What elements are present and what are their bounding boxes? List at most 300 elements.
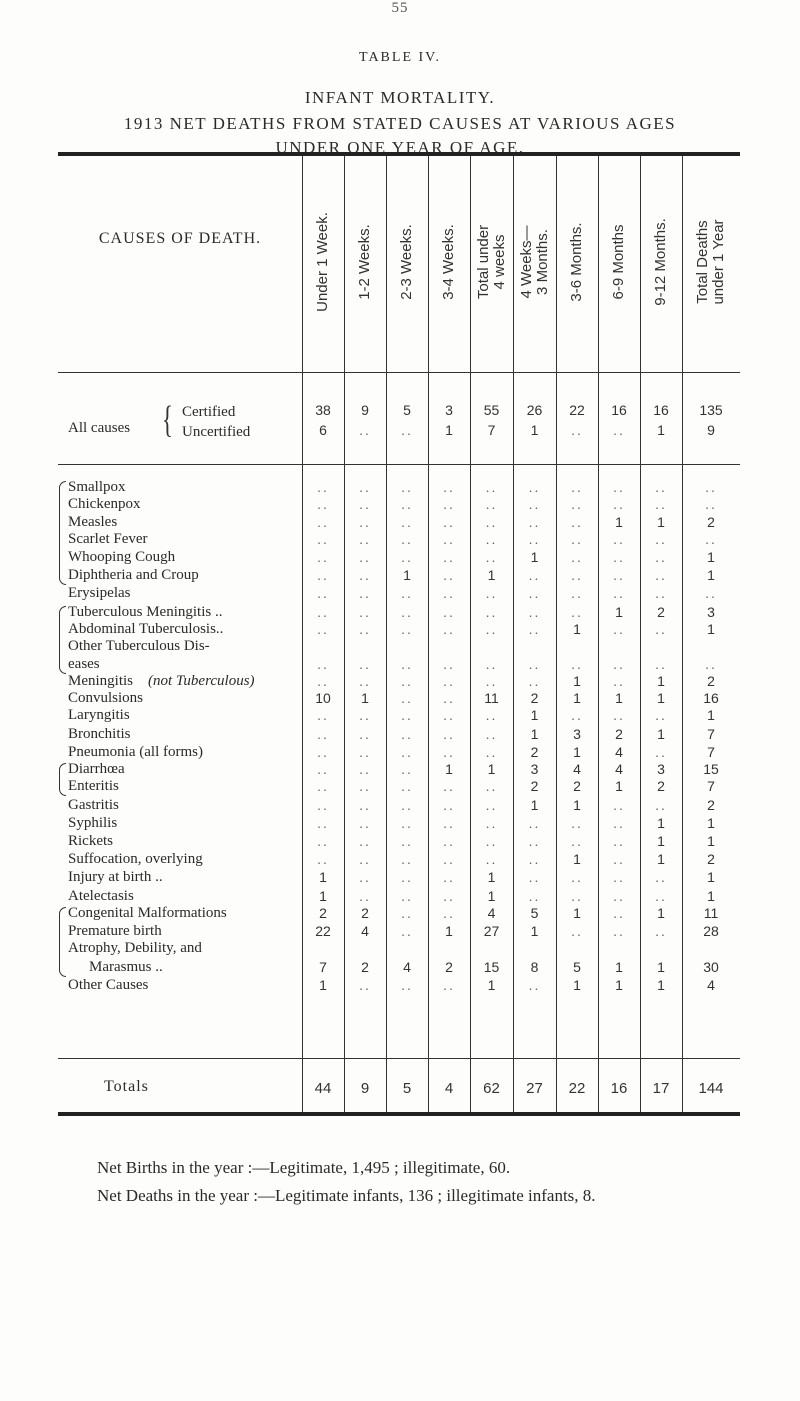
table-cell: .. — [528, 567, 541, 583]
table-cell: .. — [655, 549, 667, 565]
total-cell: 17 — [652, 1080, 670, 1097]
table-cell: .. — [443, 585, 455, 601]
table-cell: .. — [485, 851, 498, 867]
row-label: Pneumonia (all forms) — [68, 744, 203, 760]
row-label-continued: Marasmus .. — [89, 959, 163, 975]
table-cell: .. — [613, 479, 625, 495]
table-cell: 28 — [703, 923, 719, 939]
table-cell: .. — [485, 744, 498, 760]
table-cell: .. — [401, 833, 413, 849]
table-cell: 3 — [707, 604, 715, 620]
table-cell: .. — [655, 496, 667, 512]
table-cell: .. — [401, 514, 413, 530]
table-cell: .. — [705, 496, 717, 512]
table-cell: .. — [613, 851, 625, 867]
table-cell: .. — [571, 815, 583, 831]
table-cell: .. — [359, 744, 371, 760]
total-cell: 4 — [444, 1080, 454, 1097]
table-cell: .. — [401, 690, 413, 706]
table-cell: .. — [359, 869, 371, 885]
total-cell: 62 — [483, 1080, 500, 1097]
table-cell: .. — [528, 621, 541, 637]
table-cell: 2 — [707, 514, 715, 530]
column-header: 3-4 Weeks. — [440, 224, 457, 300]
table-cell: 2 — [361, 959, 369, 975]
table-cell: 1 — [707, 888, 715, 904]
table-cell: 2 — [530, 778, 539, 794]
table-cell: .. — [655, 585, 667, 601]
footnote-births: Net Births in the year :—Legitimate, 1,495 ; illegitimate, 60. — [97, 1158, 511, 1177]
table-cell: 1 — [445, 422, 453, 438]
table-cell: .. — [613, 888, 625, 904]
table-cell: 5 — [530, 905, 539, 921]
totals-label: Totals — [104, 1078, 149, 1095]
table-cell: 27 — [483, 923, 500, 939]
table-cell: .. — [613, 531, 625, 547]
row-label: Injury at birth .. — [68, 869, 163, 885]
table-cell: 1 — [657, 833, 665, 849]
table-cell: 1 — [403, 567, 411, 583]
table-cell: 1 — [657, 815, 665, 831]
table-cell: .. — [655, 923, 667, 939]
table-cell: .. — [317, 496, 329, 512]
table-cell: 1 — [657, 959, 665, 975]
table-cell: .. — [359, 422, 371, 438]
table-cell: .. — [401, 869, 413, 885]
row-rule — [58, 372, 740, 373]
table-cell: .. — [359, 815, 371, 831]
table-cell: 9 — [361, 402, 369, 418]
table-cell: .. — [317, 761, 329, 777]
table-cell: .. — [485, 707, 498, 723]
table-cell: .. — [485, 778, 498, 794]
table-cell: 1 — [530, 726, 539, 742]
table-cell: .. — [401, 621, 413, 637]
table-cell: .. — [571, 707, 583, 723]
table-cell: .. — [485, 549, 498, 565]
table-cell: .. — [443, 531, 455, 547]
table-cell: 3 — [445, 402, 453, 418]
table-cell: .. — [655, 567, 667, 583]
table-cell: 1 — [615, 977, 623, 993]
table-cell: .. — [705, 531, 717, 547]
table-cell: 1 — [361, 690, 369, 706]
row-label: Erysipelas — [68, 585, 131, 601]
table-cell: .. — [443, 888, 455, 904]
table-cell: .. — [485, 479, 498, 495]
table-cell: .. — [401, 923, 413, 939]
table-cell: 1 — [615, 959, 623, 975]
table-cell: 1 — [319, 888, 327, 904]
table-cell: 4 — [573, 761, 581, 777]
table-cell: .. — [359, 514, 371, 530]
table-cell: .. — [317, 726, 329, 742]
table-cell: 1 — [657, 422, 665, 438]
table-cell: .. — [443, 778, 455, 794]
group-bracket — [59, 763, 66, 796]
table-cell: 4 — [615, 761, 623, 777]
table-cell: .. — [485, 585, 498, 601]
table-cell: 1 — [657, 977, 665, 993]
table-cell: .. — [401, 726, 413, 742]
table-cell: .. — [655, 656, 667, 672]
column-header: 4 Weeks— 3 Months. — [517, 225, 551, 299]
table-cell: .. — [401, 797, 413, 813]
table-label: TABLE IV. — [359, 50, 441, 65]
table-cell: 3 — [573, 726, 581, 742]
table-cell: .. — [528, 833, 541, 849]
table-cell: .. — [571, 869, 583, 885]
table-cell: .. — [485, 673, 498, 689]
table-cell: .. — [655, 531, 667, 547]
table-cell: 1 — [707, 869, 715, 885]
table-cell: .. — [571, 923, 583, 939]
table-cell: .. — [359, 977, 371, 993]
table-cell: 1 — [657, 905, 665, 921]
row-label-continued: eases — [68, 656, 100, 672]
table-cell: .. — [401, 778, 413, 794]
table-cell: 1 — [573, 905, 581, 921]
table-cell: 1 — [487, 888, 496, 904]
table-cell: .. — [571, 479, 583, 495]
table-cell: .. — [443, 905, 455, 921]
table-cell: .. — [485, 833, 498, 849]
table-cell: 4 — [615, 744, 623, 760]
table-cell: .. — [485, 797, 498, 813]
column-header: 2-3 Weeks. — [398, 224, 415, 300]
table-cell: .. — [528, 869, 541, 885]
table-cell: 2 — [445, 959, 453, 975]
table-cell: .. — [528, 496, 541, 512]
table-cell: .. — [359, 604, 371, 620]
table-cell: 1 — [573, 690, 581, 706]
row-label: Measles — [68, 514, 118, 530]
table-cell: .. — [655, 797, 667, 813]
table-cell: .. — [359, 621, 371, 637]
table-cell: .. — [443, 549, 455, 565]
table-cell: .. — [401, 496, 413, 512]
table-cell: 22 — [315, 923, 331, 939]
table-cell: .. — [528, 514, 541, 530]
table-cell: 2 — [707, 797, 715, 813]
table-cell: .. — [401, 744, 413, 760]
table-cell: 1 — [707, 833, 715, 849]
table-cell: 16 — [703, 690, 719, 706]
table-cell: 1 — [707, 815, 715, 831]
table-cell: .. — [317, 621, 329, 637]
table-cell: .. — [613, 707, 625, 723]
table-subtitle-line2: UNDER ONE YEAR OF AGE. — [275, 138, 525, 157]
table-cell: 16 — [611, 402, 627, 418]
table-cell: .. — [528, 479, 541, 495]
certified-label: Certified — [182, 404, 236, 420]
table-cell: .. — [443, 833, 455, 849]
table-cell: .. — [571, 422, 583, 438]
table-cell: 11 — [703, 905, 719, 921]
table-cell: .. — [485, 656, 498, 672]
table-cell: .. — [613, 833, 625, 849]
table-cell: .. — [317, 514, 329, 530]
table-cell: 1 — [573, 851, 581, 867]
table-cell: 1 — [707, 621, 715, 637]
table-cell: .. — [571, 833, 583, 849]
table-cell: .. — [401, 549, 413, 565]
table-cell: .. — [571, 888, 583, 904]
table-cell: 1 — [615, 778, 623, 794]
table-cell: 16 — [653, 402, 669, 418]
table-cell: .. — [613, 869, 625, 885]
row-label: Chickenpox — [68, 496, 141, 512]
table-cell: .. — [571, 656, 583, 672]
table-cell: .. — [317, 604, 329, 620]
table-cell: .. — [485, 726, 498, 742]
table-cell: .. — [317, 815, 329, 831]
table-cell: 1 — [530, 707, 539, 723]
table-cell: .. — [705, 585, 717, 601]
row-label: Rickets — [68, 833, 113, 849]
table-cell: 2 — [530, 744, 539, 760]
table-cell: 10 — [315, 690, 331, 706]
table-cell: .. — [443, 977, 455, 993]
table-cell: 7 — [707, 744, 715, 760]
table-cell: .. — [613, 923, 625, 939]
table-cell: 1 — [657, 726, 665, 742]
table-cell: 1 — [707, 567, 715, 583]
table-cell: .. — [401, 585, 413, 601]
table-cell: .. — [359, 656, 371, 672]
table-cell: .. — [317, 851, 329, 867]
table-cell: 1 — [657, 673, 665, 689]
row-label-italic: (not Tuberculous) — [148, 673, 255, 689]
table-cell: .. — [317, 656, 329, 672]
table-cell: .. — [359, 496, 371, 512]
row-label: Convulsions — [68, 690, 144, 706]
column-header: Under 1 Week. — [314, 212, 331, 312]
table-cell: .. — [443, 479, 455, 495]
table-cell: .. — [443, 851, 455, 867]
row-label: Whooping Cough — [68, 549, 176, 565]
table-cell: 1 — [530, 797, 539, 813]
table-cell: .. — [401, 531, 413, 547]
table-cell: 9 — [707, 422, 715, 438]
table-cell: .. — [401, 977, 413, 993]
table-cell: .. — [401, 905, 413, 921]
table-cell: 2 — [707, 851, 715, 867]
table-cell: .. — [317, 707, 329, 723]
table-cell: .. — [485, 604, 498, 620]
table-cell: 1 — [707, 549, 715, 565]
table-cell: 2 — [319, 905, 327, 921]
table-cell: .. — [485, 621, 498, 637]
total-cell: 22 — [568, 1080, 586, 1097]
table-cell: .. — [485, 531, 498, 547]
table-cell: .. — [359, 673, 371, 689]
row-label: Congenital Malformations — [68, 905, 227, 921]
table-cell: .. — [359, 567, 371, 583]
table-cell: 1 — [573, 744, 581, 760]
table-cell: .. — [359, 585, 371, 601]
table-cell: .. — [359, 851, 371, 867]
table-cell: .. — [571, 496, 583, 512]
table-cell: .. — [528, 531, 541, 547]
table-cell: .. — [401, 761, 413, 777]
total-cell: 5 — [402, 1080, 412, 1097]
table-cell: .. — [571, 531, 583, 547]
table-cell: .. — [317, 797, 329, 813]
page-title: INFANT MORTALITY. — [304, 88, 496, 107]
table-cell: .. — [613, 422, 625, 438]
table-cell: .. — [443, 656, 455, 672]
table-cell: .. — [528, 851, 541, 867]
table-cell: .. — [655, 869, 667, 885]
table-cell: 5 — [573, 959, 581, 975]
table-cell: .. — [443, 797, 455, 813]
table-cell: .. — [613, 621, 625, 637]
column-header: 3-6 Months. — [568, 222, 585, 302]
table-cell: 1 — [487, 567, 496, 583]
table-cell: .. — [317, 833, 329, 849]
table-cell: .. — [655, 707, 667, 723]
table-cell: 1 — [573, 673, 581, 689]
all-causes-label: All causes — [68, 420, 131, 436]
table-cell: .. — [359, 833, 371, 849]
row-label: Smallpox — [68, 479, 126, 495]
table-cell: .. — [317, 585, 329, 601]
table-cell: .. — [443, 869, 455, 885]
column-header: 6-9 Months — [610, 224, 627, 300]
table-cell: 2 — [361, 905, 369, 921]
table-cell: .. — [613, 905, 625, 921]
table-cell: .. — [359, 726, 371, 742]
total-cell: 9 — [360, 1080, 370, 1097]
table-cell: 1 — [615, 690, 623, 706]
table-cell: .. — [485, 496, 498, 512]
table-cell: 55 — [483, 402, 500, 418]
table-cell: .. — [317, 673, 329, 689]
table-cell: .. — [613, 585, 625, 601]
table-cell: .. — [528, 977, 541, 993]
table-cell: 1 — [657, 514, 665, 530]
table-cell: .. — [443, 690, 455, 706]
table-cell: .. — [571, 585, 583, 601]
table-cell: .. — [317, 531, 329, 547]
total-cell: 144 — [698, 1080, 724, 1097]
row-label: Syphilis — [68, 815, 118, 831]
table-cell: 1 — [573, 621, 581, 637]
total-cell: 44 — [314, 1080, 332, 1097]
table-cell: 1 — [319, 977, 327, 993]
table-cell: .. — [655, 621, 667, 637]
row-label: Laryngitis — [68, 707, 130, 723]
row-label: Abdominal Tuberculosis.. — [68, 621, 224, 637]
table-cell: .. — [443, 707, 455, 723]
table-cell: 1 — [445, 761, 453, 777]
table-cell: 2 — [707, 673, 715, 689]
table-cell: .. — [401, 604, 413, 620]
table-cell: .. — [359, 531, 371, 547]
row-label: Atelectasis — [68, 888, 134, 904]
table-cell: 1 — [707, 707, 715, 723]
table-cell: .. — [613, 797, 625, 813]
row-label: Gastritis — [68, 797, 119, 813]
group-bracket — [59, 606, 66, 674]
table-cell: 4 — [361, 923, 369, 939]
table-cell: 11 — [484, 690, 499, 706]
table-cell: 5 — [403, 402, 411, 418]
row-label: Premature birth — [68, 923, 162, 939]
table-cell: 1 — [530, 923, 539, 939]
table-cell: .. — [571, 567, 583, 583]
table-cell: 7 — [707, 778, 715, 794]
table-cell: 30 — [703, 959, 719, 975]
table-cell: 2 — [615, 726, 623, 742]
table-cell: .. — [401, 422, 413, 438]
group-bracket — [59, 481, 66, 585]
table-cell: .. — [571, 549, 583, 565]
table-cell: .. — [613, 656, 625, 672]
column-header: 1-2 Weeks. — [356, 224, 373, 300]
row-label: Other Causes — [68, 977, 149, 993]
table-cell: .. — [317, 567, 329, 583]
table-cell: .. — [317, 744, 329, 760]
table-subtitle-line1: 1913 NET DEATHS FROM STATED CAUSES AT VARIOUS AGES — [123, 114, 677, 133]
table-cell: .. — [613, 567, 625, 583]
table-cell: .. — [317, 479, 329, 495]
table-cell: .. — [401, 815, 413, 831]
table-cell: .. — [359, 888, 371, 904]
table-cell: 26 — [526, 402, 543, 418]
table-cell: 4 — [403, 959, 411, 975]
table-cell: 1 — [530, 422, 539, 438]
group-bracket — [59, 907, 66, 977]
row-label: Scarlet Fever — [68, 531, 148, 547]
table-cell: 6 — [319, 422, 327, 438]
table-cell: 8 — [530, 959, 539, 975]
row-label: Tuberculous Meningitis .. — [68, 604, 223, 620]
table-cell: .. — [443, 496, 455, 512]
table-cell: .. — [485, 514, 498, 530]
table-cell: .. — [443, 621, 455, 637]
table-cell: .. — [401, 707, 413, 723]
table-cell: .. — [528, 815, 541, 831]
row-rule — [58, 1058, 740, 1059]
table-cell: .. — [705, 479, 717, 495]
table-cell: .. — [528, 604, 541, 620]
table-cell: .. — [401, 656, 413, 672]
table-cell: .. — [528, 585, 541, 601]
table-cell: .. — [401, 888, 413, 904]
table-cell: 7 — [487, 422, 496, 438]
table-cell: 22 — [569, 402, 585, 418]
row-label: Other Tuberculous Dis- — [68, 638, 210, 654]
table-cell: 1 — [615, 604, 623, 620]
table-cell: 15 — [703, 761, 719, 777]
row-label: Meningitis — [68, 673, 134, 689]
table-cell: 135 — [699, 402, 723, 418]
table-cell: 7 — [707, 726, 715, 742]
table-cell: 1 — [487, 977, 496, 993]
row-label: Atrophy, Debility, and — [68, 940, 202, 956]
table-cell: 4 — [707, 977, 715, 993]
table-cell: .. — [528, 656, 541, 672]
table-cell: 1 — [487, 761, 496, 777]
table-cell: 2 — [530, 690, 539, 706]
table-cell: 2 — [657, 604, 665, 620]
table-cell: 7 — [319, 959, 327, 975]
table-cell: .. — [655, 888, 667, 904]
footnote-deaths: Net Deaths in the year :—Legitimate infants, 136 ; illegitimate infants, 8. — [97, 1186, 596, 1205]
table-cell: .. — [401, 851, 413, 867]
